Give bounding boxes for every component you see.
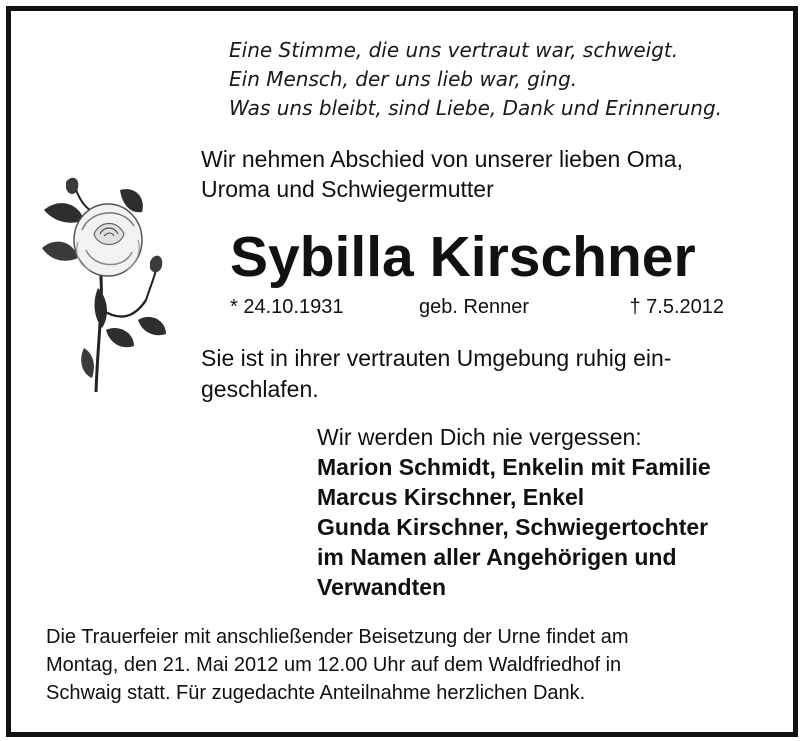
mourner-line: Gunda Kirschner, Schwiegertochter	[317, 514, 709, 540]
intro-line: Uroma und Schwiegermutter	[201, 176, 494, 202]
funeral-notice-line: Schwaig statt. Für zugedachte Anteilnahme herzlichen Dank.	[46, 682, 586, 704]
mourner-line: Verwandten	[317, 574, 447, 600]
mourner-line: im Namen aller Angehörigen und	[317, 544, 677, 570]
funeral-notice	[46, 623, 758, 707]
birth-date: * 24.10.1931	[230, 296, 344, 318]
mourner-line: Marion Schmidt, Enkelin mit Familie	[317, 454, 711, 480]
mourner-line: Marcus Kirschner, Enkel	[317, 484, 585, 510]
mourners-intro: Wir werden Dich nie vergessen:	[317, 424, 642, 450]
statement-line: Sie ist in ihrer vertrauten Umgebung ruhig ein-	[201, 345, 672, 371]
farewell-intro	[201, 144, 683, 204]
statement-line: geschlafen.	[201, 376, 319, 402]
maiden-name: geb. Renner	[419, 296, 530, 318]
funeral-notice-line: Montag, den 21. Mai 2012 um 12.00 Uhr auf dem Waldfriedhof in	[46, 654, 622, 676]
deceased-name: Sybilla Kirschner	[230, 225, 696, 289]
intro-line: Wir nehmen Abschied von unserer lieben Oma,	[201, 146, 683, 172]
poem-line: Ein Mensch, der uns lieb war, ging.	[229, 67, 578, 91]
poem-line: Eine Stimme, die uns vertraut war, schweigt.	[229, 38, 679, 62]
death-date: † 7.5.2012	[629, 296, 724, 318]
poem-line: Was uns bleibt, sind Liebe, Dank und Erinnerung.	[229, 96, 723, 120]
mourners	[317, 422, 711, 602]
poem	[229, 36, 722, 123]
funeral-notice-line: Die Trauerfeier mit anschließender Beisetzung der Urne findet am	[46, 626, 629, 648]
rose-icon	[38, 170, 178, 395]
statement	[201, 343, 766, 405]
